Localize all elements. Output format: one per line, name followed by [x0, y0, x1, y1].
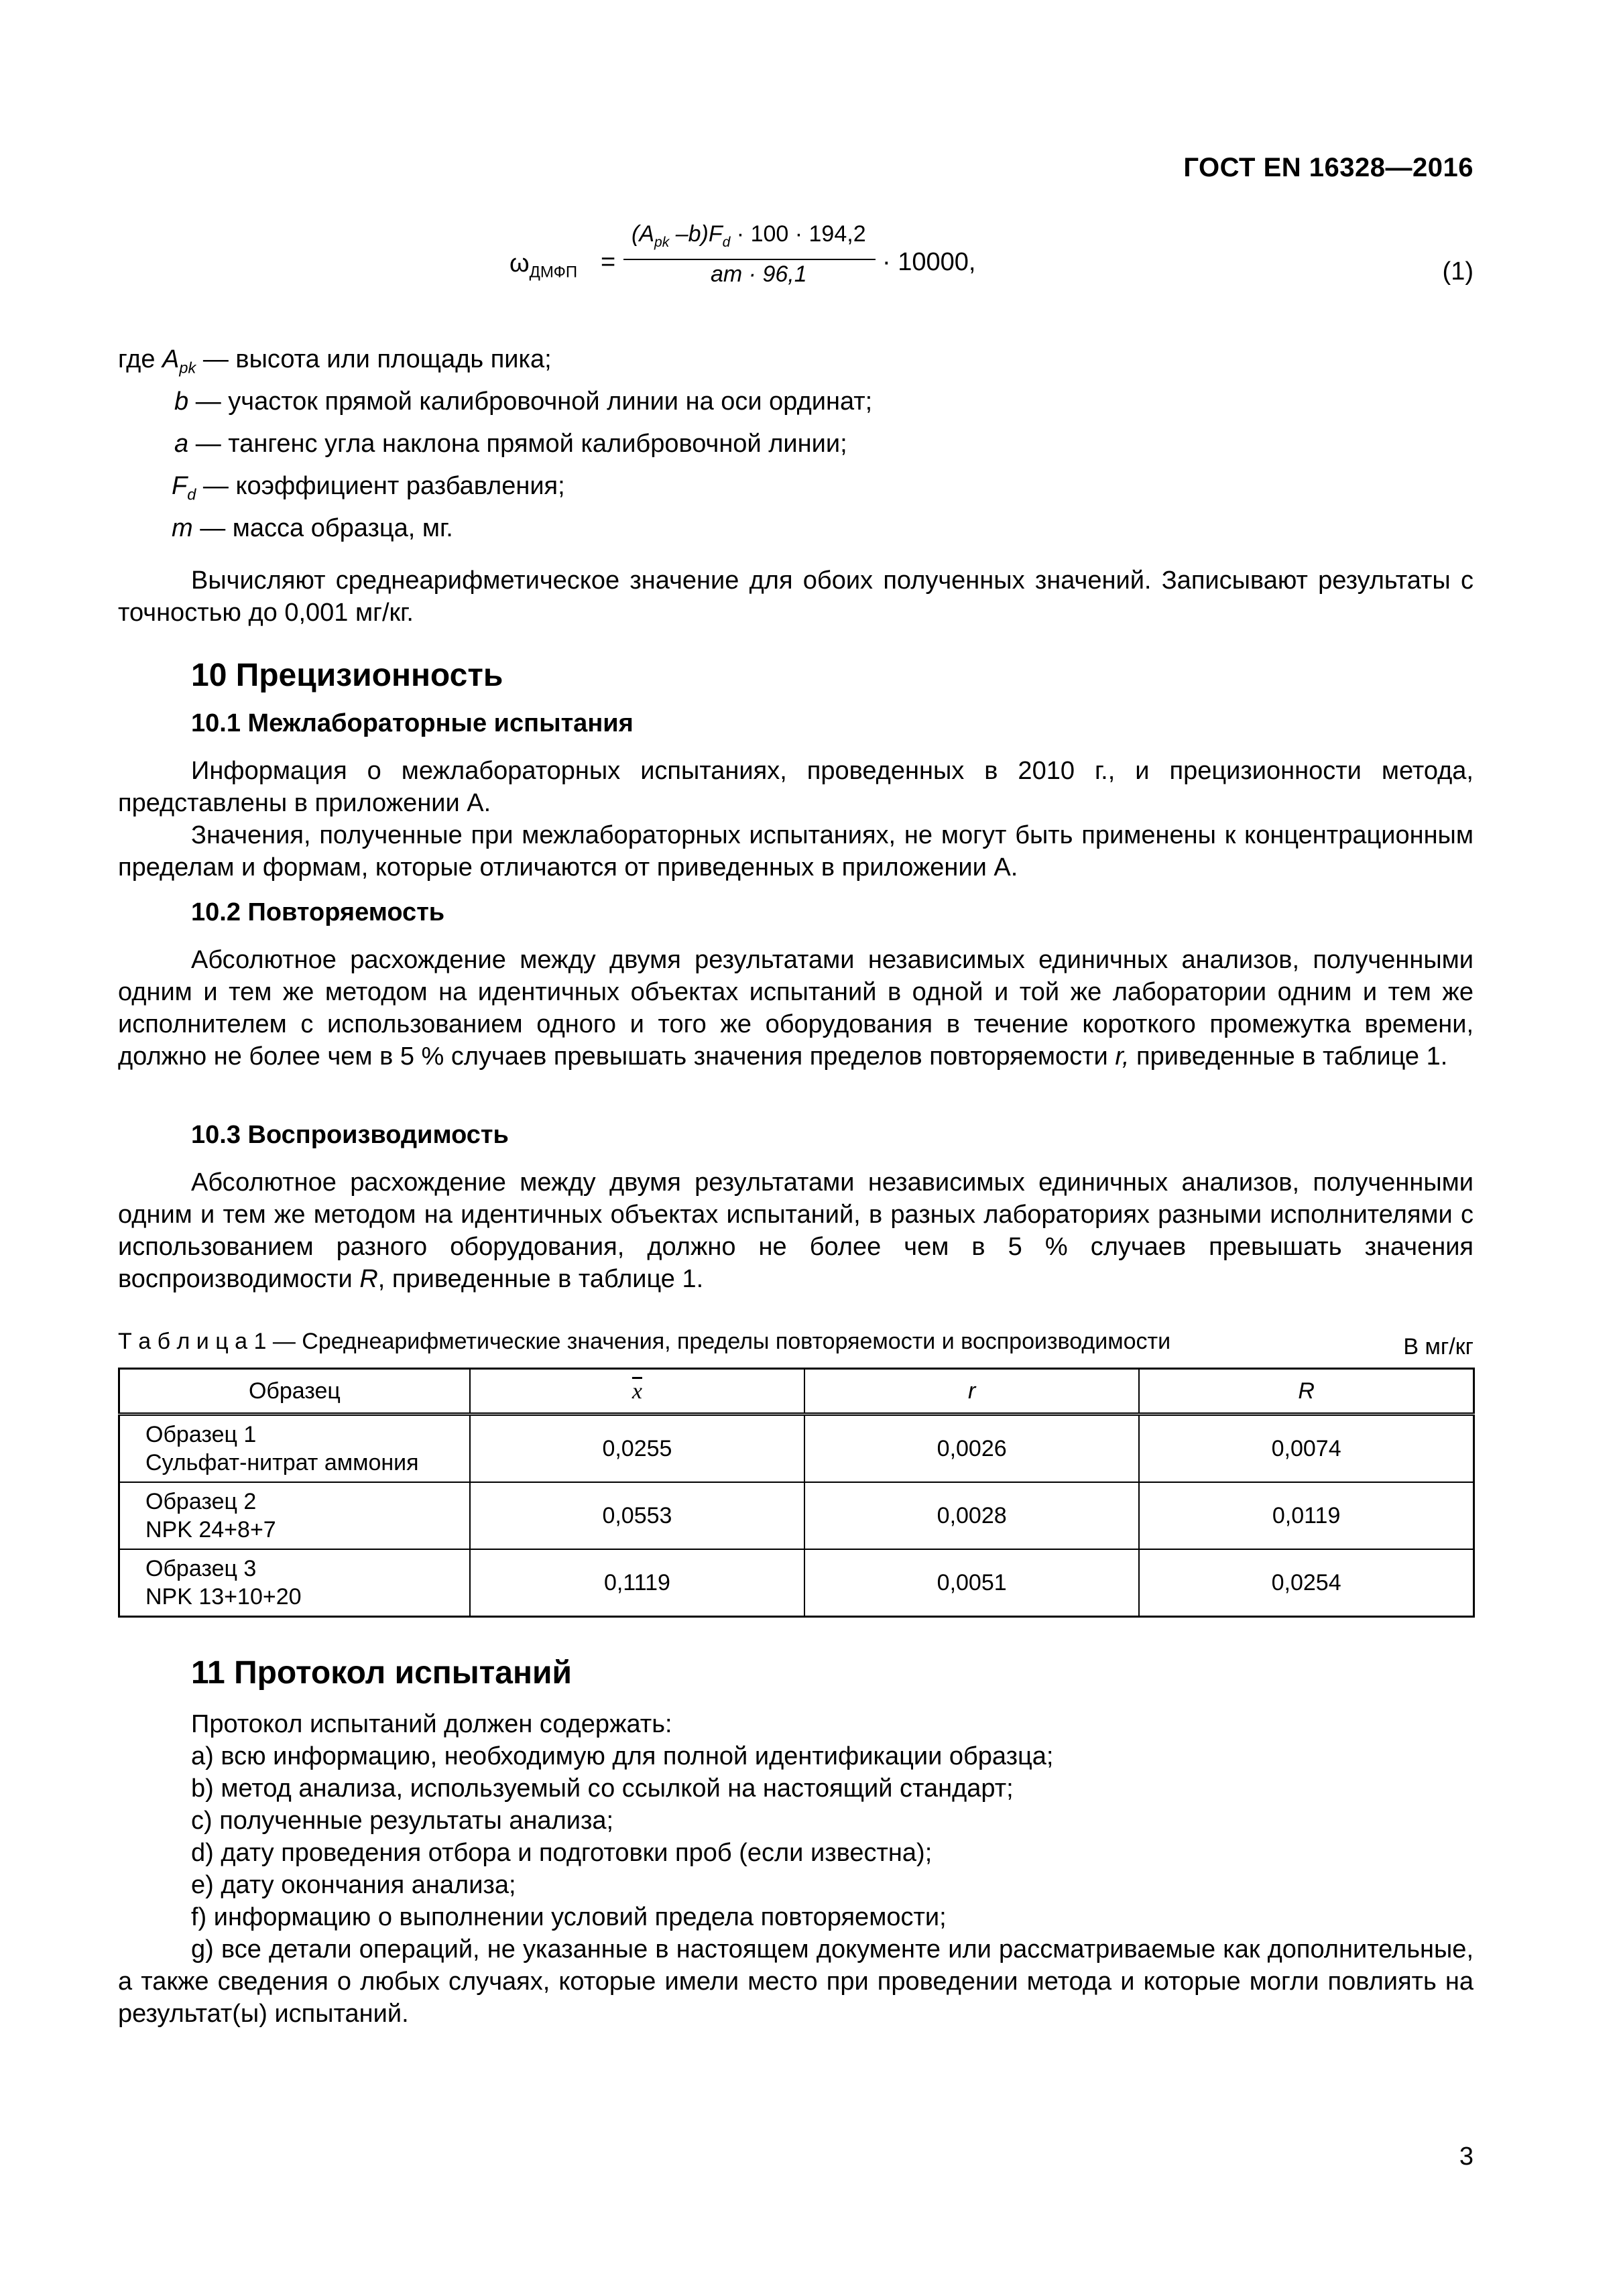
col-header-mean: $\overline{x}$ — [470, 1369, 804, 1414]
list-item: f) информацию о выполнении условий предела повторяемости; — [191, 1903, 947, 1931]
col-header-reproducibility: R — [1139, 1369, 1474, 1414]
table-caption: Т а б л и ц а 1 — Среднеарифметические значения, пределы повторяемости и воспроизводимости — [118, 1329, 1171, 1354]
legend-item: где $A_{pk}$ — высота или площадь пика; — [118, 345, 552, 377]
cell-R: 0,0254 — [1139, 1549, 1474, 1617]
cell-R: 0,0119 — [1139, 1482, 1474, 1549]
paragraph-intro: Протокол испытаний должен содержать: — [191, 1710, 672, 1738]
cell-R: 0,0074 — [1139, 1414, 1474, 1483]
cell-sample: Образец 1 Сульфат-нитрат аммония — [119, 1414, 470, 1483]
legend-item: b — участок прямой калибровочной линии на оси ординат; — [174, 387, 873, 416]
formula-lhs: $\omega_{ДМФП}$ — [509, 249, 578, 282]
legend-item: m — масса образца, мг. — [172, 514, 453, 542]
section-heading: 11 Протокол испытаний — [191, 1655, 572, 1691]
cell-mean: 0,1119 — [470, 1549, 804, 1617]
cell-sample: Образец 2 NPK 24+8+7 — [119, 1482, 470, 1549]
page-number: 3 — [1459, 2142, 1474, 2171]
cell-sample: Образец 3 NPK 13+10+20 — [119, 1549, 470, 1617]
table-precision — [118, 1368, 1475, 1618]
paragraph: Абсолютное расхождение между двумя результатами независимых единичных анализов, полученными одним и тем же методом на идентичных объектах испытаний в одной и той же лаборатории одним и тем же исполнителем с использованием одного и того же оборудования в течение короткого промежутка времени, должно не более чем в 5 % случаев превышать значения пределов повторяемости r, приведенные в таблице 1. — [118, 946, 1474, 1071]
formula-number: (1) — [1442, 257, 1474, 286]
paragraph: Значения, полученные при межлабораторных испытаниях, не могут быть применены к концентрационным пределам и формам, которые отличаются от приведенных в приложении А. — [118, 821, 1474, 882]
table-row — [119, 1482, 1474, 1549]
legend-item: $F_d$ — коэффициент разбавления; — [172, 472, 565, 503]
section-heading: 10 Прецизионность — [191, 658, 503, 693]
list-item: e) дату окончания анализа; — [191, 1871, 516, 1899]
paragraph: Информация о межлабораторных испытаниях, проведенных в 2010 г., и прецизионности метода, представлены в приложении А. — [118, 757, 1474, 817]
table-row — [119, 1414, 1474, 1483]
cell-mean: 0,0553 — [470, 1482, 804, 1549]
cell-r: 0,0051 — [804, 1549, 1139, 1617]
formula-equals: = — [601, 248, 616, 276]
subsection-heading: 10.1 Межлабораторные испытания — [191, 709, 634, 737]
list-item: a) всю информацию, необходимую для полной идентификации образца; — [191, 1742, 1054, 1770]
formula-denominator: am · 96,1 — [711, 261, 807, 287]
list-item: g) все детали операций, не указанные в настоящем документе или рассматриваемые как дополнительные, а также сведения о любых случаях, которые имели место при проведении метода и которые могли повлиять на результат(ы) испытаний. — [118, 1935, 1474, 2028]
list-item: d) дату проведения отбора и подготовки проб (если известна); — [191, 1839, 933, 1867]
col-header-sample: Образец — [119, 1369, 470, 1414]
paragraph-calculation: Вычисляют среднеарифметическое значение для обоих полученных значений. Записывают результаты с точностью до 0,001 мг/кг. — [118, 566, 1474, 627]
legend-item: a — тангенс угла наклона прямой калибровочной линии; — [174, 430, 847, 458]
subsection-heading: 10.3 Воспроизводимость — [191, 1121, 509, 1149]
formula-numerator: ($A_{pk}$ $-b)F_d \cdot 100 \cdot 194,2$ — [632, 221, 866, 250]
list-item: c) полученные результаты анализа; — [191, 1807, 614, 1835]
paragraph: Абсолютное расхождение между двумя результатами независимых единичных анализов, полученными одним и тем же методом на идентичных объектах испытаний, в разных лабораториях разными исполнителями с использованием разного оборудования, должно не более чем в 5 % случаев превышать значения воспроизводимости R, приведенные в таблице 1. — [118, 1168, 1474, 1293]
cell-r: 0,0028 — [804, 1482, 1139, 1549]
table-unit: В мг/кг — [1403, 1334, 1474, 1360]
cell-mean: 0,0255 — [470, 1414, 804, 1483]
cell-r: 0,0026 — [804, 1414, 1139, 1483]
table-row — [119, 1549, 1474, 1617]
list-item: b) метод анализа, используемый со ссылкой на настоящий стандарт; — [191, 1774, 1014, 1803]
col-header-repeatability: r — [804, 1369, 1139, 1414]
subsection-heading: 10.2 Повторяемость — [191, 898, 445, 926]
fraction-bar — [623, 259, 876, 260]
document-code: ГОСТ EN 16328—2016 — [1183, 153, 1474, 182]
table-header-row — [119, 1369, 1474, 1414]
formula-tail: · 10000, — [882, 248, 976, 276]
formula-1 — [509, 221, 979, 302]
